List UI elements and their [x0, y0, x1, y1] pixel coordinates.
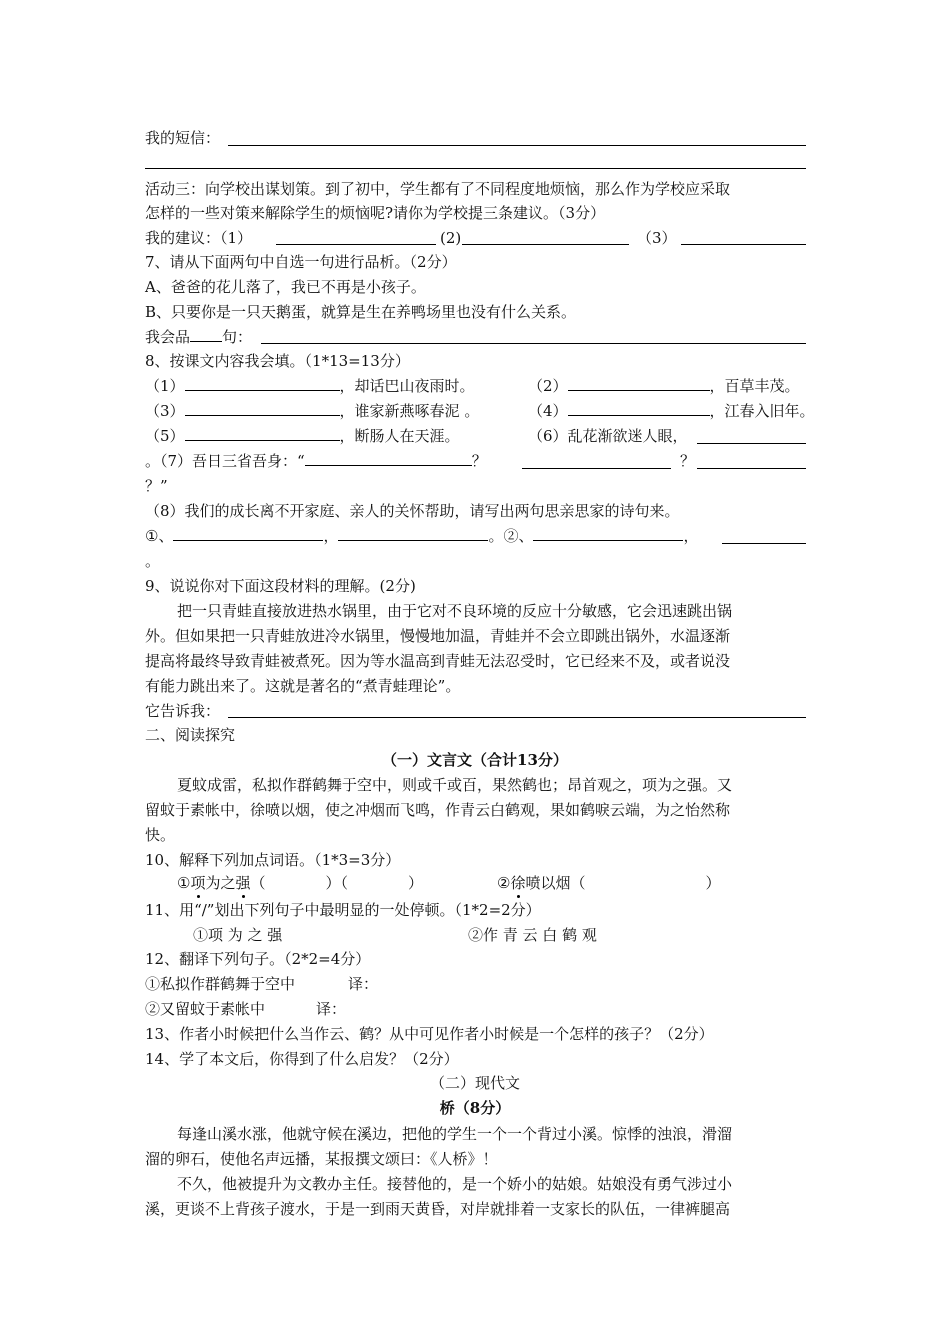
q8-item-8: （8）我们的成长离不开家庭、亲人的关怀帮助，请写出两句思亲思家的诗句来。 [145, 502, 680, 520]
q8-item-7-q1: ？ [471, 452, 487, 470]
q11-title: 11、用“/”划出下列句子中最明显的一处停顿。（1*2=2分） [145, 901, 541, 919]
q7-option-a: A、爸爸的花儿落了，我已不再是小孩子。 [145, 278, 426, 296]
q8-item-8-blank-4[interactable] [722, 543, 806, 544]
q7-title: 7、请从下面两句中自选一句进行品析。（2分） [145, 253, 457, 271]
q8-item-1 [145, 376, 475, 396]
sms-answer-line-1[interactable] [228, 145, 806, 146]
q12-sentence-2: ②又留蚊于素帐中 [145, 1000, 266, 1018]
q8-item-7-text: 。（7）吾日三省吾身：“ [145, 452, 305, 470]
q8-item-4 [528, 401, 815, 421]
wenyan-para-3: 快。 [145, 826, 176, 844]
q10-item-2-blank[interactable]: 喷以烟（ ） [525, 874, 721, 892]
q8-item-8-blank-3[interactable] [533, 526, 683, 541]
sms-label: 我的短信： [145, 129, 221, 147]
q8-item-2-text: ，百草丰茂。 [709, 377, 800, 395]
q8-item-7-blank-1[interactable] [305, 451, 472, 466]
q8-item-4-num: （4） [528, 402, 568, 420]
q8-item-3-num: （3） [145, 402, 185, 420]
suggestion-3-blank[interactable] [681, 244, 806, 245]
q11-sentence-2[interactable]: ②作 青 云 白 鹤 观 [468, 926, 597, 944]
q9-title: 9、说说你对下面这段材料的理解。(2分) [145, 577, 416, 595]
q8-item-1-blank[interactable] [185, 376, 340, 391]
q8-item-8-a-num: ①、 [145, 527, 174, 545]
sms-answer-line-2[interactable] [145, 168, 806, 169]
q8-item-5 [145, 426, 460, 446]
q10-dotted-word-1: 项 [190, 874, 206, 892]
suggestion-2-num: (2) [440, 229, 462, 247]
q8-item-7-blank-3[interactable] [697, 468, 806, 469]
q8-item-5-text: ，断肠人在天涯。 [339, 427, 460, 445]
q8-item-8-blank-1[interactable] [173, 526, 323, 541]
suggestion-2-blank[interactable] [462, 244, 629, 245]
q8-item-8-blank-2[interactable] [338, 526, 488, 541]
q8-item-6-blank[interactable] [697, 443, 806, 444]
xiandai-para-1: 每逢山溪水涨，他就守候在溪边，把他的学生一个一个背过小溪。惊悸的浊浪，滑溜 [177, 1125, 733, 1143]
q10-item-1-mid: 为之 [205, 874, 236, 892]
q8-item-4-blank[interactable] [568, 401, 710, 416]
q7-pick-row [145, 327, 252, 347]
q7-pick-post: 句： [222, 328, 253, 346]
q8-title: 8、按课文内容我会填。（1*13=13分） [145, 352, 410, 370]
xiandai-para-3: 不久，他被提升为文教办主任。接替他的，是一个娇小的姑娘。姑娘没有勇气涉过小 [177, 1175, 733, 1193]
q8-item-6 [528, 426, 688, 446]
q8-item-7-q2: ？ [680, 452, 696, 470]
q8-item-5-blank[interactable] [185, 426, 340, 441]
q12-sentence-1: ①私拟作群鹤舞于空中 [145, 975, 296, 993]
q12-translate-2[interactable]: 译： [316, 1000, 347, 1018]
q8-item-8-answers [145, 526, 699, 546]
q8-item-1-num: （1） [145, 377, 185, 395]
q9-para-2: 外。但如果把一只青蛙放进冷水锅里，慢慢地加温，青蛙并不会立即跳出锅外，水温逐渐 [145, 627, 731, 645]
q8-item-8-end: 。 [145, 552, 161, 570]
suggestion-label: 我的建议：（1） [145, 229, 253, 247]
q13-title: 13、作者小时候把什么当作云、鹤？从中可见作者小时候是一个怎样的孩子？（2分） [145, 1025, 714, 1043]
q7-option-b: B、只要你是一只天鹅蛋，就算是生在养鸭场里也没有什么关系。 [145, 303, 577, 321]
suggestion-row [145, 228, 252, 248]
wenyan-heading: （一）文言文（合计13分） [382, 751, 568, 769]
q8-item-3-blank[interactable] [185, 401, 340, 416]
wenyan-para-2: 留蚊于素帐中，徐喷以烟，使之冲烟而飞鸣，作青云白鹤观，果如鹤唳云端，为之怡然称 [145, 801, 731, 819]
q8-item-4-text: ，江春入旧年。 [709, 402, 815, 420]
xiandai-heading: （二）现代文 [429, 1074, 520, 1092]
suggestion-1-blank[interactable] [276, 244, 436, 245]
q8-item-2-blank[interactable] [568, 376, 710, 391]
q8-item-8-b-num: 。②、 [488, 527, 534, 545]
suggestion-3-num: （3） [637, 229, 677, 247]
q9-para-3: 提高将最终导致青蛙被煮死。因为等水温高到青蛙无法忍受时，它已经来不及，或者说没 [145, 652, 731, 670]
q10-item-1 [177, 873, 423, 893]
xiandai-title: 桥（8分） [439, 1099, 511, 1117]
q10-item-2 [497, 873, 720, 893]
q10-item-1-blanks[interactable]: （ ）（ ） [250, 874, 424, 892]
q10-dotted-word-2: 强 [235, 874, 251, 892]
activity3-line-2: 怎样的一些对策来解除学生的烦恼呢?请你为学校提三条建议。（3分） [145, 204, 606, 222]
q8-item-7-blank-2[interactable] [522, 468, 671, 469]
q9-para-4: 有能力跳出来了。这就是著名的“煮青蛙理论”。 [145, 677, 461, 695]
activity3-line-1: 活动三：向学校出谋划策。到了初中，学生都有了不同程度地烦恼，那么作为学校应采取 [145, 180, 731, 198]
q8-item-2 [528, 376, 800, 396]
q9-tell-label: 它告诉我： [145, 702, 221, 720]
q8-item-8-comma-2: ， [683, 527, 699, 545]
q8-item-2-num: （2） [528, 377, 568, 395]
q8-item-1-text: ，却话巴山夜雨时。 [339, 377, 475, 395]
q10-item-2-num: ② [497, 874, 511, 892]
q10-title: 10、解释下列加点词语。（1*3=3分） [145, 851, 401, 869]
q8-item-5-num: （5） [145, 427, 185, 445]
q10-dotted-word-3: 徐 [510, 874, 526, 892]
q8-item-3 [145, 401, 479, 421]
q12-translate-1[interactable]: 译： [348, 975, 379, 993]
q11-sentence-1[interactable]: ①项 为 之 强 [193, 926, 283, 944]
q7-answer-line[interactable] [261, 343, 806, 344]
q12-title: 12、翻译下列句子。（2*2=4分） [145, 950, 371, 968]
wenyan-para-1: 夏蚊成雷，私拟作群鹤舞于空中，则或千或百，果然鹤也；昂首观之，项为之强。又 [177, 776, 733, 794]
q8-item-7 [145, 451, 487, 471]
xiandai-para-2: 溜的卵石，使他名声远播，某报撰文颂曰：《人桥》！ [145, 1150, 498, 1168]
q8-item-8-comma-1: ， [323, 527, 339, 545]
section2-title: 二、阅读探究 [145, 726, 236, 744]
q9-para-1: 把一只青蛙直接放进热水锅里，由于它对不良环境的反应十分敏感，它会迅速跳出锅 [177, 602, 733, 620]
q7-pick-blank[interactable] [190, 327, 222, 342]
q9-answer-line[interactable] [228, 717, 806, 718]
q14-title: 14、学了本文后，你得到了什么启发？（2分） [145, 1050, 459, 1068]
q8-item-6-text: （6）乱花渐欲迷人眼， [528, 427, 688, 445]
q7-pick-pre: 我会品 [145, 328, 191, 346]
q8-item-7-end: ？” [145, 477, 168, 495]
q10-item-1-num: ① [177, 874, 191, 892]
xiandai-para-4: 溪，更谈不上背孩子渡水，于是一到雨天黄昏，对岸就排着一支家长的队伍，一律裤腿高 [145, 1200, 731, 1218]
sms-row [145, 128, 220, 148]
q8-item-3-text: ，谁家新燕啄春泥 。 [339, 402, 480, 420]
